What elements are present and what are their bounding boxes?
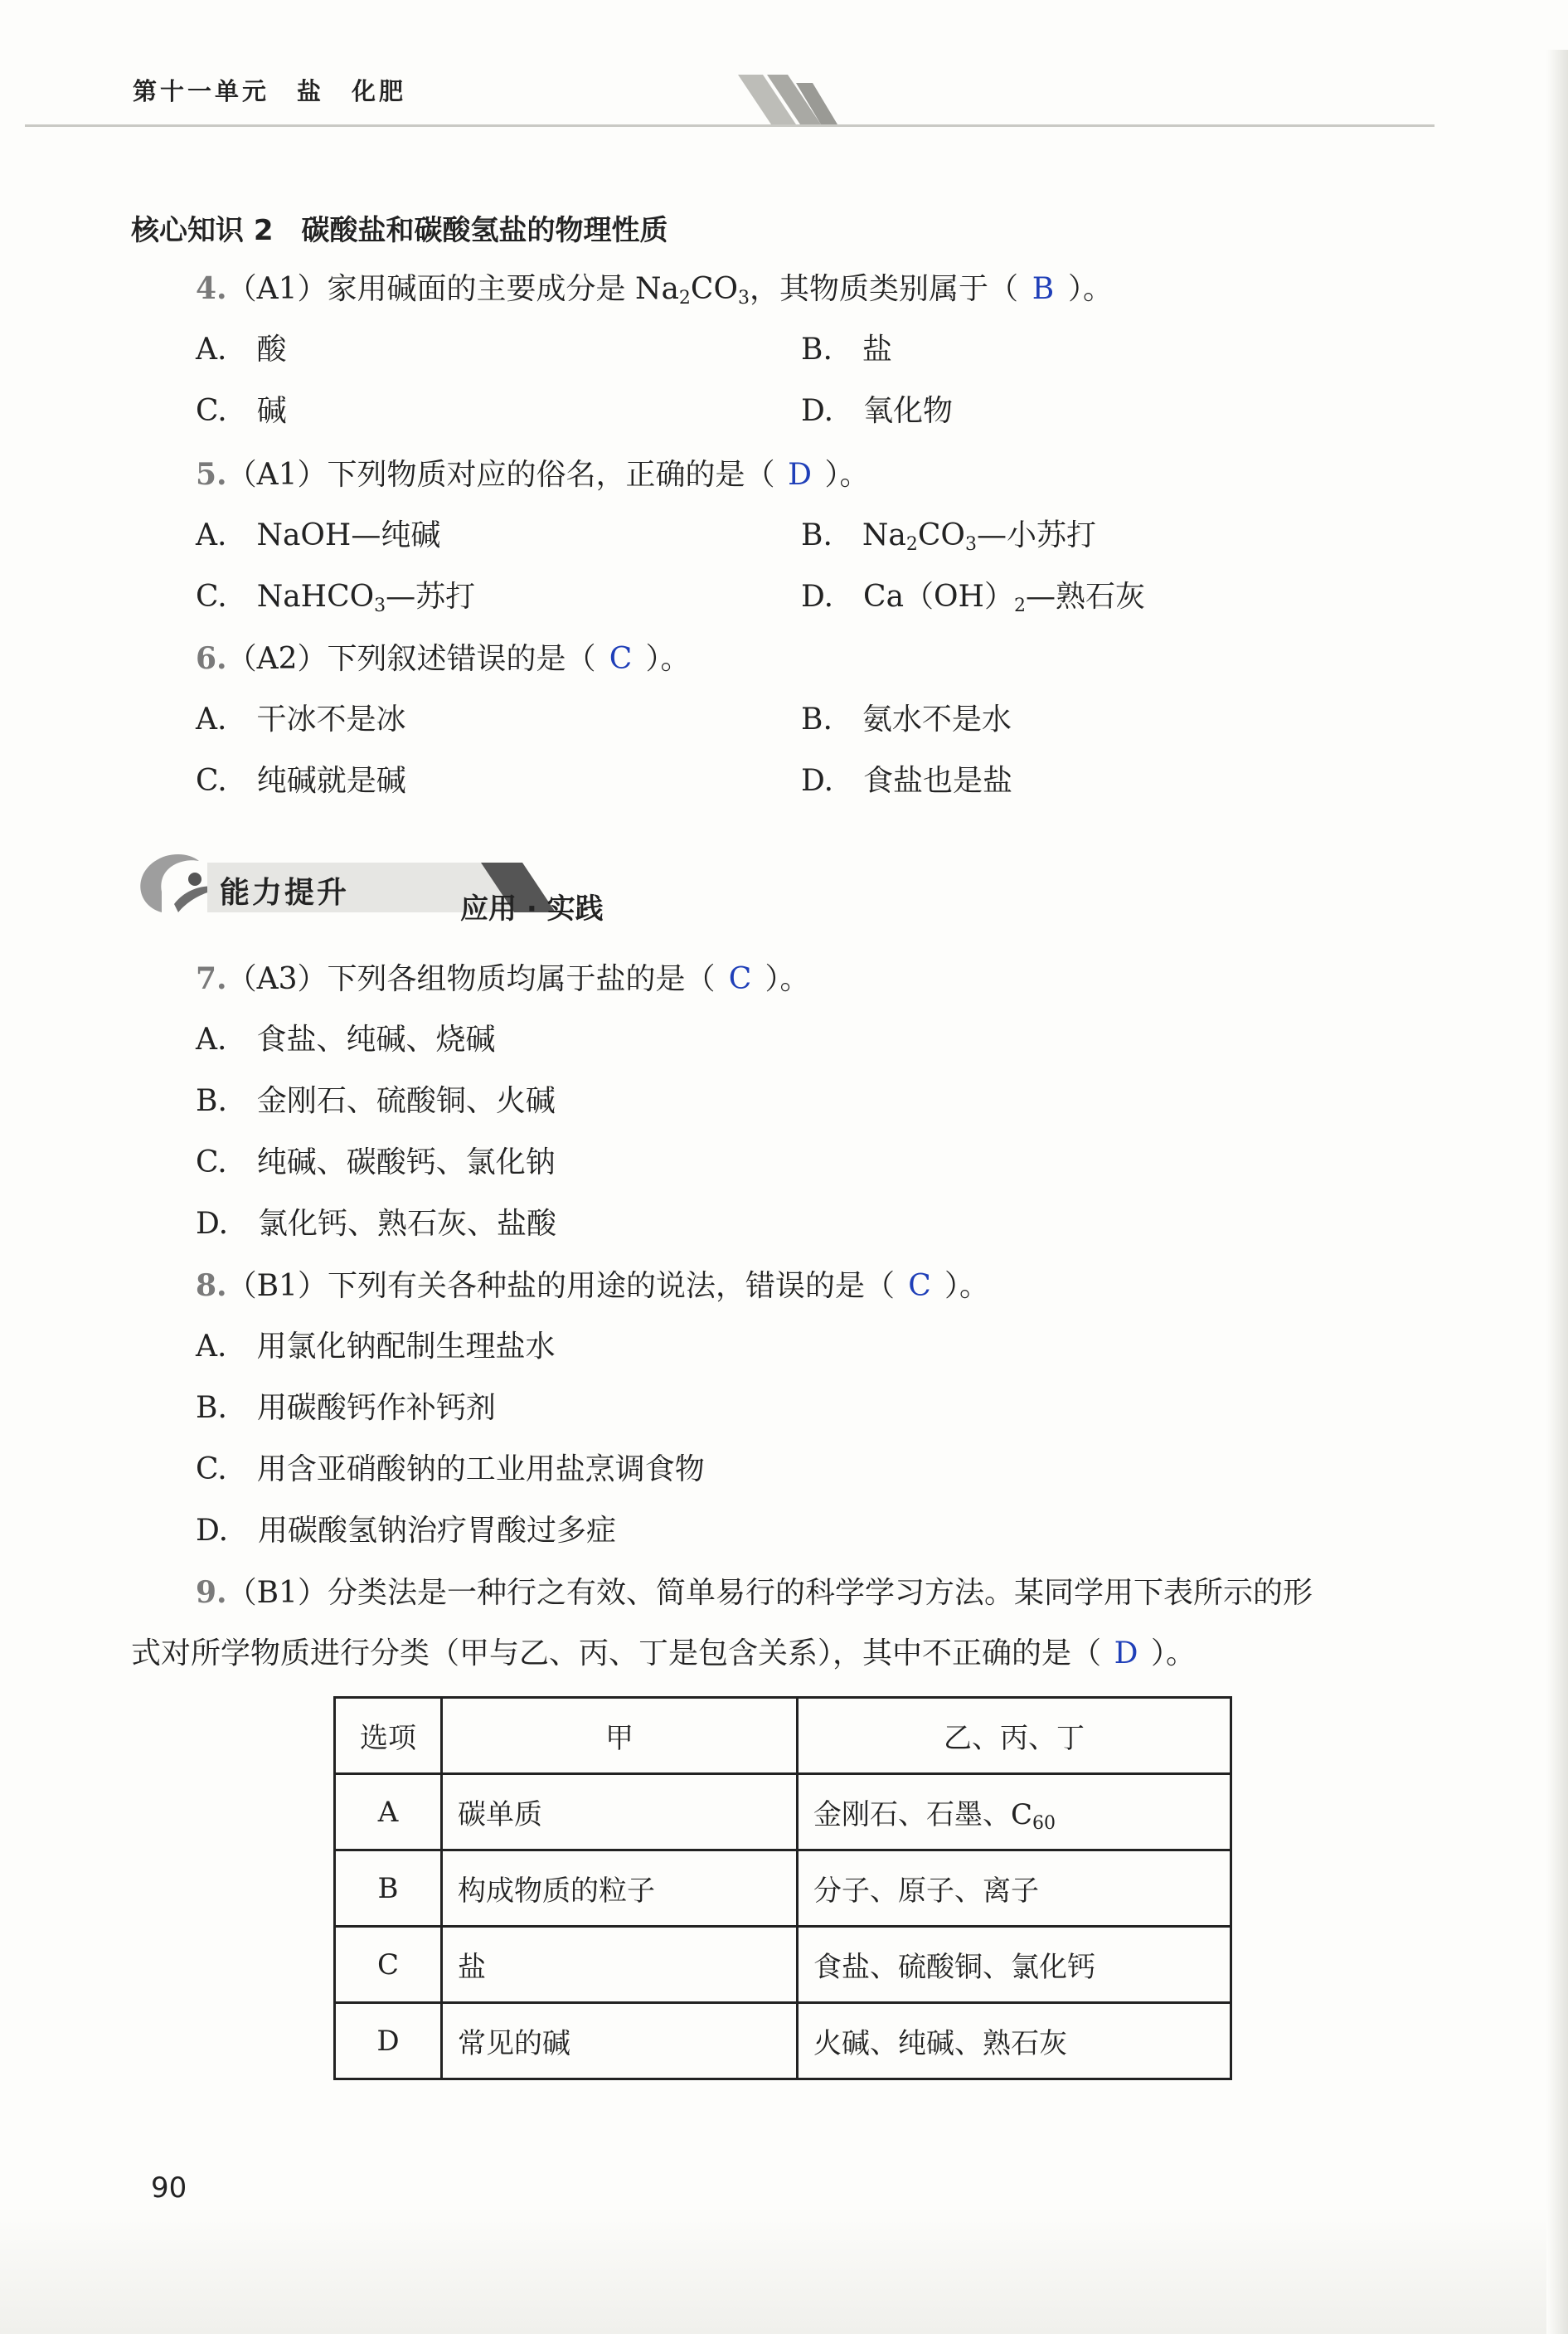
question-number: 5. <box>196 457 227 492</box>
option-c: C. 碱 <box>196 394 287 428</box>
header-divider <box>25 124 1435 127</box>
option-b: B. 盐 <box>801 333 892 367</box>
option-a: A. 用氯化钠配制生理盐水 <box>196 1330 556 1364</box>
option-d: D. 食盐也是盐 <box>801 764 1013 798</box>
option-c: C. 纯碱就是碱 <box>196 764 406 798</box>
answer: C <box>609 642 633 676</box>
classification-table <box>333 1696 1232 2080</box>
option-b: B. 用碳酸钙作补钙剂 <box>196 1391 496 1425</box>
question-number: 7. <box>196 961 227 996</box>
option-d: D. $Ca(OH)_2—$熟石灰 <box>801 580 1145 616</box>
option-a: A. 酸 <box>196 333 287 367</box>
table-row: C 盐 食盐、硫酸铜、氯化钙 <box>335 1927 1231 2003</box>
unit-title: 第十一单元 盐 化肥 <box>133 77 407 105</box>
ability-banner <box>129 838 643 926</box>
page-edge-shadow <box>1546 50 1568 2334</box>
table-header-row <box>335 1698 1231 1774</box>
question-number: 4. <box>196 271 227 306</box>
option-d: D. 用碳酸氢钠治疗胃酸过多症 <box>196 1514 617 1548</box>
question-number: 6. <box>196 641 227 676</box>
answer: B <box>1032 272 1055 306</box>
question-7: 7.（A3）下列各组物质均属于盐的是（ C ）。 <box>196 961 810 996</box>
option-b: B. 金刚石、硫酸铜、火碱 <box>196 1084 556 1118</box>
table-row: A 碳单质 金刚石、石墨、$C_{60}$ <box>335 1774 1231 1850</box>
header-jia: 甲 <box>442 1698 798 1774</box>
option-d: D. 氧化物 <box>801 394 954 428</box>
question-9: 9.（B1）分类法是一种行之有效、简单易行的科学学习方法。某同学用下表所示的形 <box>196 1575 1313 1610</box>
header-option: 选项 <box>335 1698 442 1774</box>
question-number: 8. <box>196 1268 227 1303</box>
question-6: 6.（A2）下列叙述错误的是（ C ）。 <box>196 641 691 676</box>
option-b: B. $Na_2CO_3—$小苏打 <box>801 518 1096 555</box>
header-stripes-icon <box>738 75 837 124</box>
option-a: A. NaOH—纯碱 <box>196 518 441 552</box>
option-c: C. NaHCO$_3$—苏打 <box>196 580 476 616</box>
table-row: B 构成物质的粒子 分子、原子、离子 <box>335 1850 1231 1927</box>
banner-label: 能力提升 <box>220 876 350 910</box>
section-title: 核心知识 2 碳酸盐和碳酸氢盐的物理性质 <box>131 214 668 247</box>
header-rest: 乙、丙、丁 <box>798 1698 1231 1774</box>
table-row: D 常见的碱 火碱、纯碱、熟石灰 <box>335 2003 1231 2079</box>
page-number: 90 <box>151 2171 187 2205</box>
banner-subtitle: 应用 · 实践 <box>460 892 604 926</box>
option-a: A. 干冰不是冰 <box>196 703 406 737</box>
option-a: A. 食盐、纯碱、烧碱 <box>196 1023 496 1057</box>
option-c: C. 纯碱、碳酸钙、氯化钠 <box>196 1145 556 1179</box>
question-5: 5.（A1）下列物质对应的俗名，正确的是（ D ）。 <box>196 457 870 492</box>
question-number: 9. <box>196 1575 227 1610</box>
answer: D <box>788 458 812 492</box>
page-header <box>25 58 1435 133</box>
question-8: 8.（B1）下列有关各种盐的用途的说法，错误的是（ C ）。 <box>196 1268 989 1303</box>
option-b: B. 氨水不是水 <box>801 703 1012 737</box>
answer: C <box>908 1269 931 1303</box>
option-c: C. 用含亚硝酸钠的工业用盐烹调食物 <box>196 1452 705 1486</box>
answer: D <box>1114 1636 1138 1670</box>
option-d: D. 氯化钙、熟石灰、盐酸 <box>196 1207 557 1241</box>
question-9-continued: 式对所学物质进行分类（甲与乙、丙、丁是包含关系），其中不正确的是（ D ）。 <box>131 1636 1197 1670</box>
question-4: 4.（A1）家用碱面的主要成分是 $Na_2CO_3$，其物质类别属于（ B ）。 <box>196 271 1113 309</box>
page-bottom-shading <box>0 2206 1568 2334</box>
answer: C <box>728 962 752 996</box>
